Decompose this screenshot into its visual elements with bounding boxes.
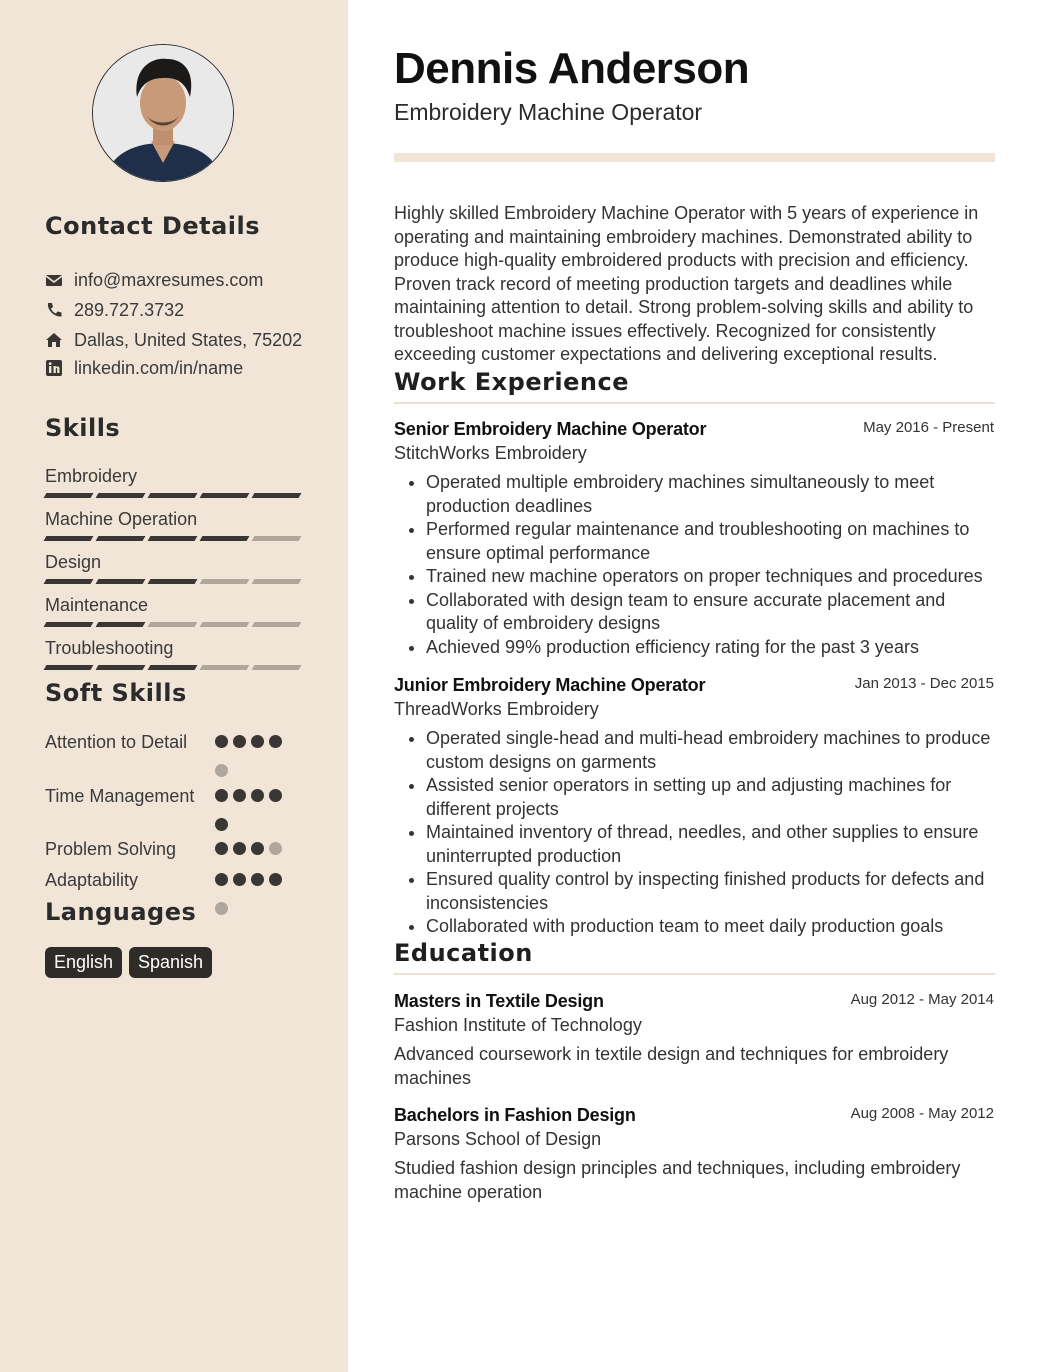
job-bullet: • Operated multiple embroidery machines simultaneously to meet production deadlines bbox=[426, 471, 994, 518]
skill-level-bars bbox=[45, 622, 303, 627]
education-divider bbox=[394, 973, 995, 975]
soft-skill-dot bbox=[233, 735, 246, 748]
skill-level-segment bbox=[252, 493, 302, 498]
skill-label: Maintenance bbox=[45, 595, 149, 615]
soft-skill-dot bbox=[233, 873, 246, 886]
work-experience-heading: Work Experience bbox=[394, 368, 630, 396]
skill-level-segment bbox=[252, 579, 302, 584]
skill-level-segment bbox=[96, 493, 146, 498]
skill-level-segment bbox=[44, 493, 94, 498]
soft-skill-dot bbox=[215, 735, 228, 748]
skill-level-segment bbox=[96, 665, 146, 670]
soft-skill-dot bbox=[215, 818, 228, 831]
job-bullet: • Performed regular maintenance and troubleshooting on machines to ensure optimal performance bbox=[426, 518, 994, 565]
header-divider bbox=[394, 153, 995, 162]
job-dates: Jan 2013 - Dec 2015 bbox=[854, 675, 994, 692]
education-degree: Masters in Textile Design bbox=[394, 991, 604, 1011]
soft-skill-attention-to-detail bbox=[45, 730, 305, 754]
soft-skills-heading: Soft Skills bbox=[45, 679, 187, 707]
skill-level-segment bbox=[148, 622, 198, 627]
envelope-icon bbox=[45, 271, 63, 289]
skill-level-segment bbox=[148, 493, 198, 498]
phone-icon bbox=[45, 301, 63, 319]
education-dates: Aug 2008 - May 2012 bbox=[850, 1105, 994, 1122]
contact-phone-text: 289.727.3732 bbox=[74, 299, 185, 320]
education-entry bbox=[394, 1103, 994, 1204]
job-bullet: • Achieved 99% production efficiency rating for the past 3 years bbox=[426, 636, 994, 660]
soft-skill-dot bbox=[251, 842, 264, 855]
home-icon bbox=[45, 331, 63, 349]
skill-level-segment bbox=[148, 579, 198, 584]
soft-skill-dot bbox=[215, 902, 228, 915]
job-bullet: • Collaborated with production team to meet daily production goals bbox=[426, 915, 994, 939]
job-bullet: • Assisted senior operators in setting up and adjusting machines for different projects bbox=[426, 774, 994, 821]
skill-level-segment bbox=[200, 665, 250, 670]
soft-skill-dots bbox=[215, 842, 295, 860]
education-dates: Aug 2012 - May 2014 bbox=[850, 991, 994, 1008]
contact-phone[interactable] bbox=[45, 298, 184, 322]
job-company: ThreadWorks Embroidery bbox=[394, 699, 599, 719]
education-entry bbox=[394, 989, 994, 1090]
skill-level-segment bbox=[148, 665, 198, 670]
language-tag-english: English bbox=[45, 947, 122, 978]
skill-label: Troubleshooting bbox=[45, 638, 174, 658]
job-bullet: • Maintained inventory of thread, needles, and other supplies to ensure uninterrupted production bbox=[426, 821, 994, 868]
skill-level-segment bbox=[252, 536, 302, 541]
skill-level-segment bbox=[252, 622, 302, 627]
education-degree: Bachelors in Fashion Design bbox=[394, 1105, 636, 1125]
education-heading: Education bbox=[394, 939, 533, 967]
skill-level-segment bbox=[96, 622, 146, 627]
contact-linkedin-text: linkedin.com/in/name bbox=[74, 357, 244, 378]
contact-location-text: Dallas, United States, 75202 bbox=[74, 329, 303, 350]
soft-skill-dot bbox=[251, 789, 264, 802]
skill-level-segment bbox=[200, 493, 250, 498]
education-school: Parsons School of Design bbox=[394, 1129, 602, 1149]
soft-skill-dot bbox=[215, 873, 228, 886]
skill-level-segment bbox=[96, 536, 146, 541]
soft-skill-dot bbox=[269, 842, 282, 855]
education-description: Studied fashion design principles and techniques, including embroidery machine operation bbox=[394, 1158, 961, 1202]
soft-skill-time-management bbox=[45, 784, 305, 808]
soft-skill-dot bbox=[269, 789, 282, 802]
skills-heading: Skills bbox=[45, 414, 121, 442]
skill-machine-operation bbox=[45, 508, 303, 541]
soft-skill-dot bbox=[269, 735, 282, 748]
contact-linkedin[interactable] bbox=[45, 356, 243, 380]
skill-level-segment bbox=[44, 579, 94, 584]
job-bullet: • Collaborated with design team to ensure accurate placement and quality of embroidery designs bbox=[426, 589, 994, 636]
job-bullets bbox=[394, 471, 994, 659]
soft-skill-dots bbox=[215, 789, 295, 831]
skill-design bbox=[45, 551, 303, 584]
soft-skill-dot bbox=[251, 873, 264, 886]
soft-skill-dot bbox=[215, 764, 228, 777]
skill-level-segment bbox=[44, 536, 94, 541]
linkedin-icon bbox=[45, 359, 63, 377]
soft-skill-adaptability bbox=[45, 868, 305, 892]
contact-details-heading: Contact Details bbox=[45, 212, 261, 240]
skill-level-segment bbox=[148, 536, 198, 541]
skill-level-bars bbox=[45, 665, 303, 670]
skill-level-segment bbox=[200, 622, 250, 627]
soft-skill-dot bbox=[233, 789, 246, 802]
soft-skill-label: Adaptability bbox=[45, 870, 139, 890]
skill-level-bars bbox=[45, 493, 303, 498]
job-entry bbox=[394, 417, 994, 659]
job-entry bbox=[394, 673, 994, 939]
job-company: StitchWorks Embroidery bbox=[394, 443, 587, 463]
soft-skill-dots bbox=[215, 873, 295, 915]
skill-level-segment bbox=[200, 579, 250, 584]
skill-level-segment bbox=[96, 579, 146, 584]
job-bullet: • Operated single-head and multi-head embroidery machines to produce custom designs on garments bbox=[426, 727, 994, 774]
job-bullet: • Ensured quality control by inspecting finished products for defects and inconsistencies bbox=[426, 868, 994, 915]
skill-label: Embroidery bbox=[45, 466, 138, 486]
contact-email[interactable] bbox=[45, 268, 263, 292]
soft-skill-label: Problem Solving bbox=[45, 839, 177, 859]
avatar bbox=[92, 44, 234, 182]
skill-level-segment bbox=[44, 665, 94, 670]
skill-level-bars bbox=[45, 579, 303, 584]
soft-skill-dot bbox=[251, 735, 264, 748]
contact-email-text: info@maxresumes.com bbox=[74, 269, 264, 290]
languages-heading: Languages bbox=[45, 898, 197, 926]
job-dates: May 2016 - Present bbox=[863, 419, 994, 436]
education-school: Fashion Institute of Technology bbox=[394, 1015, 642, 1035]
profile-photo bbox=[93, 45, 233, 181]
skill-level-segment bbox=[252, 665, 302, 670]
soft-skill-dot bbox=[215, 842, 228, 855]
soft-skill-label: Attention to Detail bbox=[45, 732, 188, 752]
skill-label: Design bbox=[45, 552, 102, 572]
job-role: Senior Embroidery Machine Operator bbox=[394, 419, 707, 439]
soft-skill-problem-solving bbox=[45, 837, 305, 861]
skill-level-segment bbox=[44, 622, 94, 627]
sidebar bbox=[0, 0, 348, 1372]
soft-skill-dot bbox=[215, 789, 228, 802]
job-title: Embroidery Machine Operator bbox=[394, 99, 703, 125]
skill-maintenance bbox=[45, 594, 303, 627]
skill-level-segment bbox=[200, 536, 250, 541]
language-tag-spanish: Spanish bbox=[129, 947, 212, 978]
skill-embroidery bbox=[45, 465, 303, 498]
skill-troubleshooting bbox=[45, 637, 303, 670]
soft-skill-label: Time Management bbox=[45, 786, 195, 806]
skill-level-bars bbox=[45, 536, 303, 541]
summary-paragraph: Highly skilled Embroidery Machine Operator with 5 years of experience in operating and maintaining embroidery machines. Demonstrated ability to produce high-quality embroidered products with precision and efficiency. Proven track record of meeting production targets and deadlines while maintaining attention to detail. Strong problem-solving skills and ability to troubleshoot machine issues effectively. Recognized for consistently exceeding customer expectations and delivering exceptional results. bbox=[394, 203, 979, 364]
job-bullet: • Trained new machine operators on proper techniques and procedures bbox=[426, 565, 994, 589]
work-experience-divider bbox=[394, 402, 995, 404]
candidate-name: Dennis Anderson bbox=[394, 44, 750, 93]
education-description: Advanced coursework in textile design and techniques for embroidery machines bbox=[394, 1044, 949, 1088]
contact-location bbox=[45, 328, 302, 352]
soft-skill-dot bbox=[269, 873, 282, 886]
job-role: Junior Embroidery Machine Operator bbox=[394, 675, 706, 695]
soft-skill-dot bbox=[233, 842, 246, 855]
soft-skill-dots bbox=[215, 735, 295, 777]
skill-label: Machine Operation bbox=[45, 509, 198, 529]
job-bullets bbox=[394, 727, 994, 939]
